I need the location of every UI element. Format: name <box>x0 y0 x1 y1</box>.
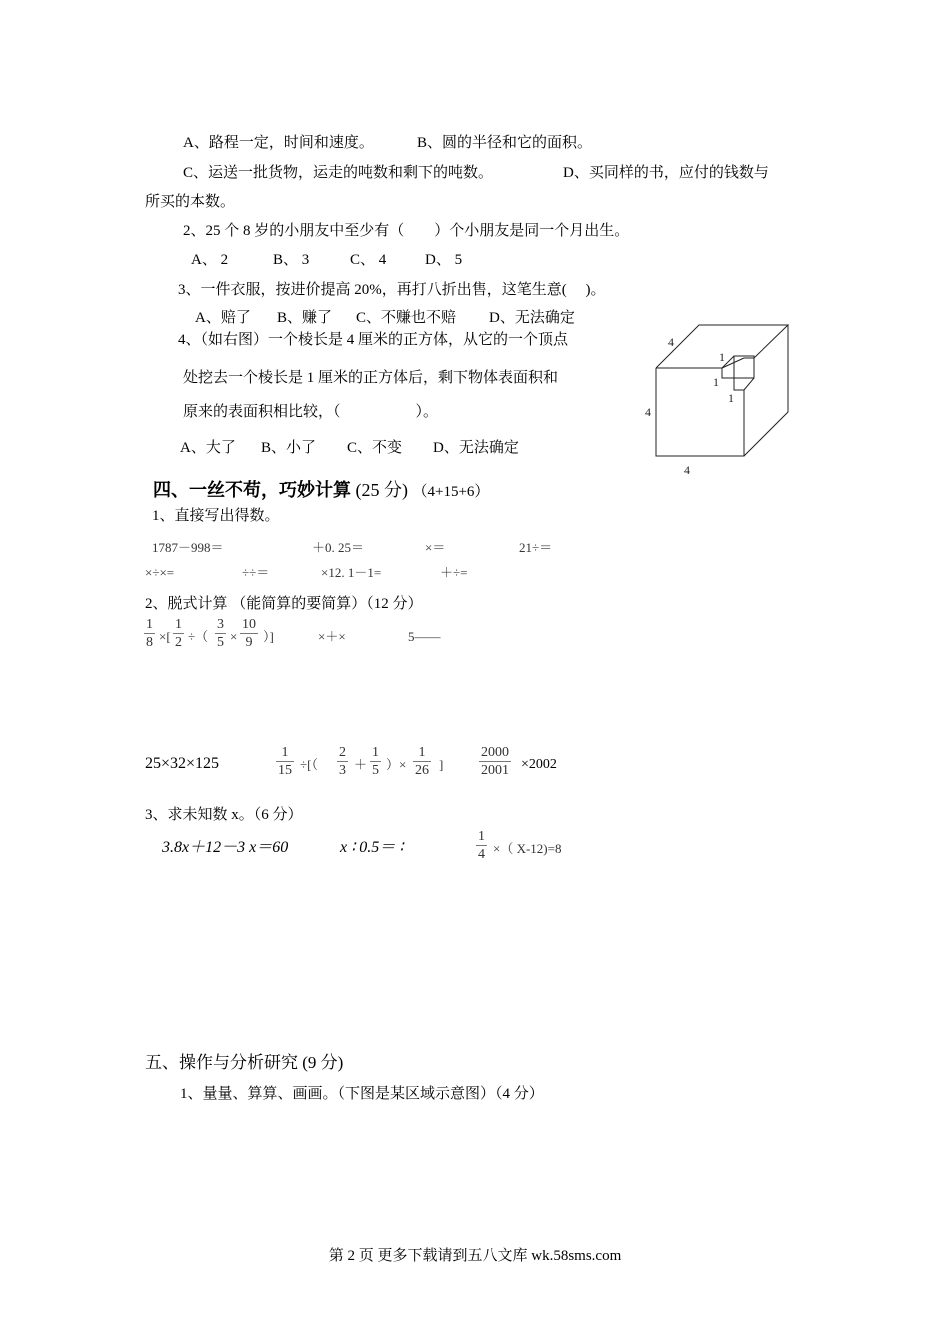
cube-figure <box>640 320 810 485</box>
equation-2: x ∶ 0.5＝ ∶ <box>340 839 404 856</box>
cube-label-left: 4 <box>645 405 651 419</box>
q3-text: 3、一件衣服，按进价提高 20%，再打八折出售，这笔生意( )。 <box>178 282 606 298</box>
calc-row2-3: ×12. 1－1= <box>321 565 382 580</box>
expr1-op3: × <box>230 629 238 644</box>
expr5-op1: ÷[（ <box>300 757 318 772</box>
q4-option-d: D、无法确定 <box>433 440 519 456</box>
q1-option-a: A、路程一定，时间和速度。 <box>183 135 374 151</box>
expr1-op2: ÷（ <box>188 629 209 644</box>
calc-row2-4: ＋÷= <box>440 565 468 580</box>
q1-option-b: B、圆的半径和它的面积。 <box>417 135 593 151</box>
section5-part1: 1、量量、算算、画画。（下图是某区域示意图）（4 分） <box>180 1086 544 1102</box>
expr5-frac2: 2 3 <box>339 745 346 778</box>
q3-option-c: C、不赚也不赔 <box>356 310 457 326</box>
q2-text: 2、25 个 8 岁的小朋友中至少有（ ）个小朋友是同一个月出生。 <box>183 223 630 239</box>
q4-line3: 原来的表面积相比较，（ ）。 <box>183 404 439 420</box>
q2-option-c: C、 4 <box>350 252 387 268</box>
expr1-frac2: 1 2 <box>175 617 182 650</box>
small-cube-label-bottom: 1 <box>728 391 734 405</box>
expr6-tail: ×2002 <box>521 757 557 772</box>
section4-part2-title: 2、脱式计算 （能简算的要简算）（12 分） <box>145 596 423 612</box>
expr4: 25×32×125 <box>145 755 220 772</box>
q4-line2: 处挖去一个棱长是 1 厘米的正方体后，剩下物体表面积和 <box>183 370 559 386</box>
q1-option-d: D、买同样的书，应付的钱数与 <box>563 165 769 181</box>
q1-option-d-cont: 所买的本数。 <box>145 194 236 210</box>
section4-title: 四、一丝不苟，巧妙计算 (25 分) （4+15+6） <box>153 480 490 500</box>
small-cube-label-top: 1 <box>719 350 725 364</box>
expr2: ×＋× <box>318 629 346 644</box>
section4-part1-title: 1、直接写出得数。 <box>152 508 280 524</box>
expr1-frac4: 10 9 <box>242 617 256 650</box>
expr5-frac3: 1 5 <box>372 745 379 778</box>
expr5-op3: ）× <box>386 757 407 772</box>
q4-option-c: C、不变 <box>347 440 403 456</box>
expr5-frac4: 1 26 <box>415 745 429 778</box>
calc-plus-025: ＋0. 25＝ <box>312 540 365 555</box>
expr5-close: ] <box>439 757 444 772</box>
cube-right-face <box>744 325 788 456</box>
cut-cube-face <box>734 356 754 378</box>
section4-part3-title: 3、求未知数 x。（6 分） <box>145 807 303 823</box>
calc-row2-1: ×÷×= <box>145 565 175 580</box>
section5-title: 五、操作与分析研究 (9 分) <box>145 1053 344 1072</box>
q2-option-b: B、 3 <box>273 252 310 268</box>
expr5-frac1: 1 15 <box>278 745 292 778</box>
q1-option-c: C、运送一批货物，运走的吨数和剩下的吨数。 <box>183 165 494 181</box>
calc-times: ×＝ <box>425 540 446 555</box>
expr6-frac: 2000 2001 <box>481 745 509 778</box>
page-footer: 第 2 页 更多下载请到五八文库 wk.58sms.com <box>328 1248 622 1264</box>
q3-option-d: D、无法确定 <box>489 310 575 326</box>
cube-label-top: 4 <box>668 335 674 349</box>
expr1-frac3: 3 5 <box>217 617 224 650</box>
equation-3-frac: 1 4 <box>478 829 485 862</box>
q3-option-a: A、赔了 <box>195 310 251 326</box>
cube-label-bottom: 4 <box>684 463 690 477</box>
q4-option-a: A、大了 <box>180 440 236 456</box>
expr1-close: ）] <box>263 629 274 644</box>
expr1-op1: ×[ <box>159 629 171 644</box>
q2-option-d: D、 5 <box>425 252 463 268</box>
q3-option-b: B、赚了 <box>277 310 333 326</box>
small-cube-label-left: 1 <box>713 375 719 389</box>
expr1-frac1: 1 8 <box>146 617 153 650</box>
equation-1: 3.8x＋12－3 x＝60 <box>162 839 289 856</box>
calc-row2-2: ÷÷＝ <box>242 565 270 580</box>
q4-line1: 4、（如右图）一个棱长是 4 厘米的正方体，从它的一个顶点 <box>178 332 569 348</box>
q4-option-b: B、小了 <box>261 440 317 456</box>
calc-21-div: 21÷＝ <box>519 540 553 555</box>
expr3: 5—— <box>408 629 441 644</box>
q2-option-a: A、 2 <box>191 252 229 268</box>
equation-3-tail: ×（ X-12)=8 <box>493 841 562 856</box>
calc-1787: 1787－998＝ <box>152 540 224 555</box>
cube-front-face <box>656 368 744 456</box>
expr5-op2: ＋ <box>354 757 368 772</box>
